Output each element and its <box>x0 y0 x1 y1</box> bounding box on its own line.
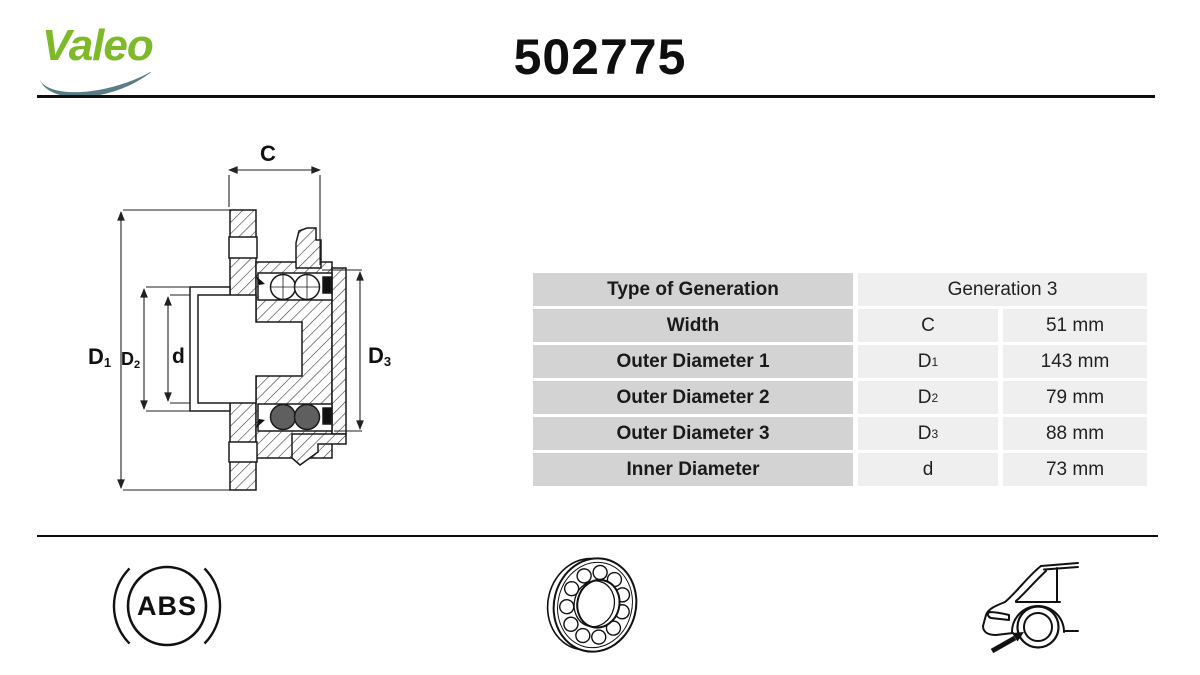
row-label: Outer Diameter 1 <box>533 345 853 378</box>
header-divider <box>37 95 1155 98</box>
table-row <box>533 417 1147 450</box>
dim-label-D3: D3 <box>368 343 392 369</box>
bearing-ball <box>271 405 296 430</box>
table-row <box>533 345 1147 378</box>
dim-label-d: d <box>172 345 185 368</box>
bearing-ball <box>295 405 320 430</box>
row-symbol: D 1 <box>858 345 998 378</box>
dim-label-C: C <box>260 141 276 166</box>
row-value: 51 mm <box>1003 309 1147 342</box>
valeo-logo-text: Valeo <box>42 21 153 70</box>
part-section <box>190 210 346 490</box>
row-label: Type of Generation <box>533 273 853 306</box>
table-row <box>533 453 1147 486</box>
car-rear-wheel-icon <box>965 552 1090 664</box>
row-value: 73 mm <box>1003 453 1147 486</box>
row-label: Inner Diameter <box>533 453 853 486</box>
table-row <box>533 309 1147 342</box>
hub-bearing-cross-section-drawing <box>85 135 405 515</box>
ball-bearing-icon <box>538 548 653 663</box>
row-value: 88 mm <box>1003 417 1147 450</box>
row-symbol: C <box>858 309 998 342</box>
row-value: 143 mm <box>1003 345 1147 378</box>
spec-table <box>533 273 1147 486</box>
row-label: Width <box>533 309 853 342</box>
row-symbol: D 2 <box>858 381 998 414</box>
row-label: Outer Diameter 3 <box>533 417 853 450</box>
dim-label-D2: D2 <box>121 349 141 371</box>
row-value: Generation 3 <box>858 273 1147 306</box>
row-symbol: D 3 <box>858 417 998 450</box>
row-symbol: d <box>858 453 998 486</box>
abs-badge-icon <box>110 550 225 662</box>
abs-label: ABS <box>136 591 198 621</box>
footer-divider <box>37 535 1158 537</box>
seal <box>323 408 331 424</box>
table-row <box>533 381 1147 414</box>
row-value: 79 mm <box>1003 381 1147 414</box>
page-title-part-number: 502775 <box>513 29 687 85</box>
table-row <box>533 273 1147 306</box>
dim-label-D1: D1 <box>88 344 112 370</box>
row-label: Outer Diameter 2 <box>533 381 853 414</box>
seal <box>323 277 331 293</box>
